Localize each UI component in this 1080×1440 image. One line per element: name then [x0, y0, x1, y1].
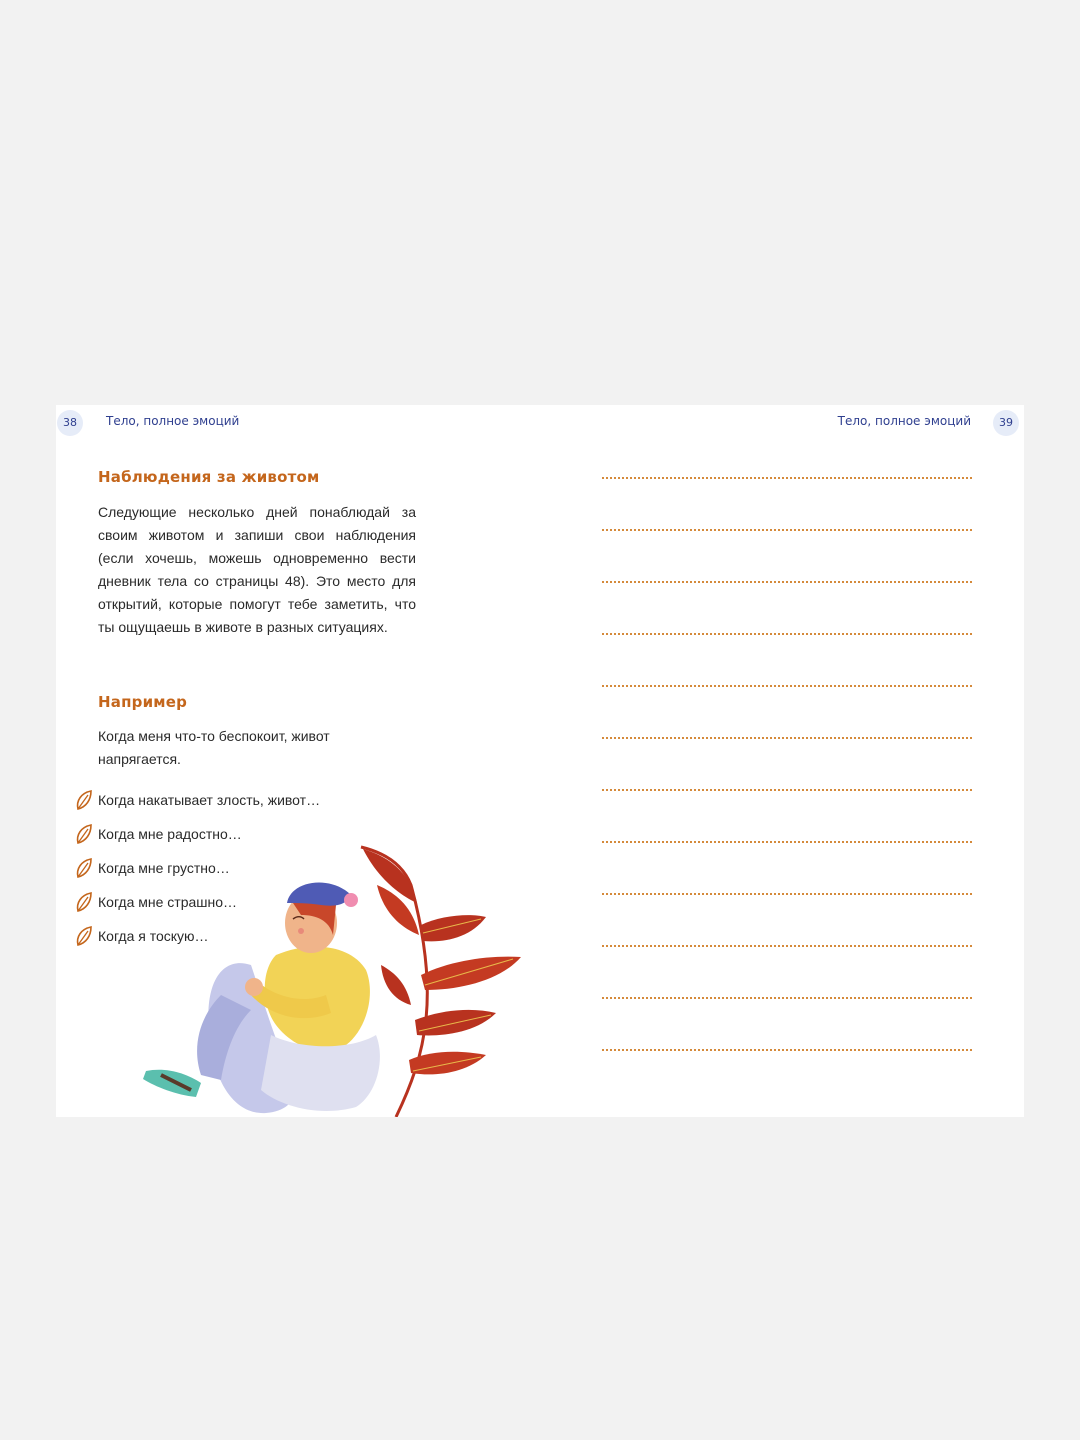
writing-line[interactable] [602, 739, 972, 791]
writing-line[interactable] [602, 583, 972, 635]
writing-line[interactable] [602, 895, 972, 947]
intro-paragraph: Следующие несколько дней понаблюдай за своим животом и запиши свои наблюдения (если хочешь, можешь одновременно вести дневник тела со страницы 48). Это место для открытий, которые помогут тебе заметить, что ты ощущаешь в животе в разных ситуациях. [98, 504, 416, 635]
sitting-child-icon [143, 883, 380, 1114]
list-item [74, 783, 320, 817]
writing-line[interactable] [602, 687, 972, 739]
right-running-title: Тело, полное эмоций [837, 414, 971, 428]
leaf-icon [74, 789, 94, 811]
prompt-text: Когда мне радостно… [98, 826, 242, 842]
left-page-number: 38 [57, 410, 83, 436]
writing-line[interactable] [602, 999, 972, 1051]
prompt-text: Когда мне страшно… [98, 894, 238, 910]
writing-line[interactable] [602, 843, 972, 895]
writing-line[interactable] [602, 479, 972, 531]
prompt-text: Когда накатывает злость, живот… [98, 792, 321, 808]
child-with-leaf-illustration [141, 845, 531, 1117]
example-paragraph: Когда меня что-то беспокоит, живот напрягается. [98, 728, 330, 767]
prompt-text: Когда я тоскую… [98, 928, 209, 944]
right-page-number: 39 [993, 410, 1019, 436]
prompt-text: Когда мне грустно… [98, 860, 230, 876]
writing-line[interactable] [602, 791, 972, 843]
section-heading: Наблюдения за животом [98, 468, 320, 486]
book-spread [56, 405, 1024, 1117]
writing-line[interactable] [602, 635, 972, 687]
writing-line[interactable] [602, 531, 972, 583]
example-heading: Например [98, 693, 188, 711]
writing-line[interactable] [602, 947, 972, 999]
leaf-icon [74, 857, 94, 879]
leaf-branch-icon [361, 847, 521, 1117]
writing-lines [602, 477, 972, 1051]
leaf-icon [74, 925, 94, 947]
left-running-title: Тело, полное эмоций [106, 414, 240, 428]
leaf-icon [74, 823, 94, 845]
leaf-icon [74, 891, 94, 913]
